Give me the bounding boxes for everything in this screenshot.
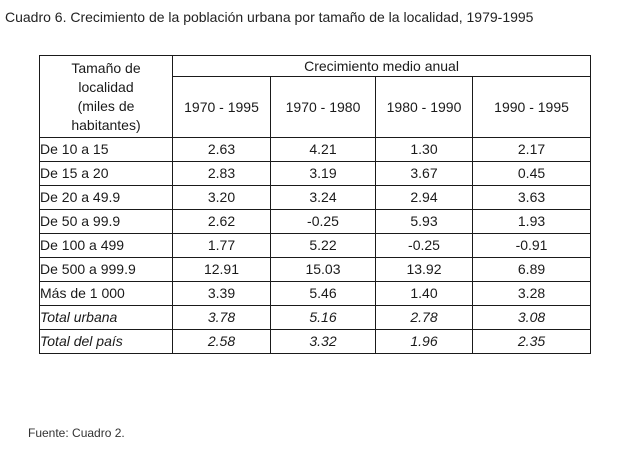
table-cell: 5.46 <box>271 282 376 306</box>
row-label: De 500 a 999.9 <box>40 258 173 282</box>
table-row <box>40 186 591 210</box>
table-cell: 3.78 <box>173 306 271 330</box>
table-cell: -0.25 <box>376 234 473 258</box>
row-label: Total urbana <box>40 306 173 330</box>
table-row <box>40 138 591 162</box>
table-cell: 2.35 <box>473 330 591 354</box>
table-cell: 5.93 <box>376 210 473 234</box>
table-cell: 2.83 <box>173 162 271 186</box>
period-header: 1990 - 1995 <box>473 77 591 138</box>
period-header: 1970 - 1980 <box>271 77 376 138</box>
stub-header-line: localidad <box>78 78 134 95</box>
row-label: De 100 a 499 <box>40 234 173 258</box>
table-cell: 12.91 <box>173 258 271 282</box>
table-row <box>40 210 591 234</box>
row-label: De 50 a 99.9 <box>40 210 173 234</box>
table-cell: 5.22 <box>271 234 376 258</box>
table-cell: 1.30 <box>376 138 473 162</box>
table-cell: 15.03 <box>271 258 376 282</box>
table-cell: 0.45 <box>473 162 591 186</box>
table-cell: 3.20 <box>173 186 271 210</box>
table-cell: 2.58 <box>173 330 271 354</box>
table-cell: 3.24 <box>271 186 376 210</box>
period-header: 1980 - 1990 <box>376 77 473 138</box>
stub-header-line: Tamaño de <box>71 59 141 76</box>
table-cell: 1.96 <box>376 330 473 354</box>
table-row <box>40 282 591 306</box>
table-cell: 3.63 <box>473 186 591 210</box>
table-cell: -0.91 <box>473 234 591 258</box>
table-cell: 4.21 <box>271 138 376 162</box>
table-cell: 3.28 <box>473 282 591 306</box>
table-cell: 1.77 <box>173 234 271 258</box>
period-header: 1970 - 1995 <box>173 77 271 138</box>
growth-table <box>39 55 591 354</box>
table-caption: Cuadro 6. Crecimiento de la población urbana por tamaño de la localidad, 1979-1995 <box>5 9 534 25</box>
row-label: Total del país <box>40 330 173 354</box>
table-cell: 2.62 <box>173 210 271 234</box>
table-row <box>40 234 591 258</box>
stub-header-line: habitantes) <box>71 116 141 133</box>
source-note: Fuente: Cuadro 2. <box>28 426 125 440</box>
table-cell: 3.32 <box>271 330 376 354</box>
stub-header <box>40 56 173 138</box>
row-label: De 20 a 49.9 <box>40 186 173 210</box>
row-label: De 10 a 15 <box>40 138 173 162</box>
table-cell: 6.89 <box>473 258 591 282</box>
table-cell: 3.19 <box>271 162 376 186</box>
table-cell: 5.16 <box>271 306 376 330</box>
group-header: Crecimiento medio anual <box>173 56 591 77</box>
row-label: Más de 1 000 <box>40 282 173 306</box>
table-cell: 1.40 <box>376 282 473 306</box>
table-row <box>40 258 591 282</box>
table-cell: 2.94 <box>376 186 473 210</box>
table-cell: 3.39 <box>173 282 271 306</box>
table-cell: 3.67 <box>376 162 473 186</box>
table-body <box>40 138 591 354</box>
table-row <box>40 330 591 354</box>
table-cell: 2.78 <box>376 306 473 330</box>
table-cell: 1.93 <box>473 210 591 234</box>
table-cell: 13.92 <box>376 258 473 282</box>
row-label: De 15 a 20 <box>40 162 173 186</box>
table-cell: 2.17 <box>473 138 591 162</box>
table-row <box>40 306 591 330</box>
table-cell: 3.08 <box>473 306 591 330</box>
table-cell: 2.63 <box>173 138 271 162</box>
table-row <box>40 162 591 186</box>
stub-header-line: (miles de <box>77 97 135 114</box>
table-cell: -0.25 <box>271 210 376 234</box>
